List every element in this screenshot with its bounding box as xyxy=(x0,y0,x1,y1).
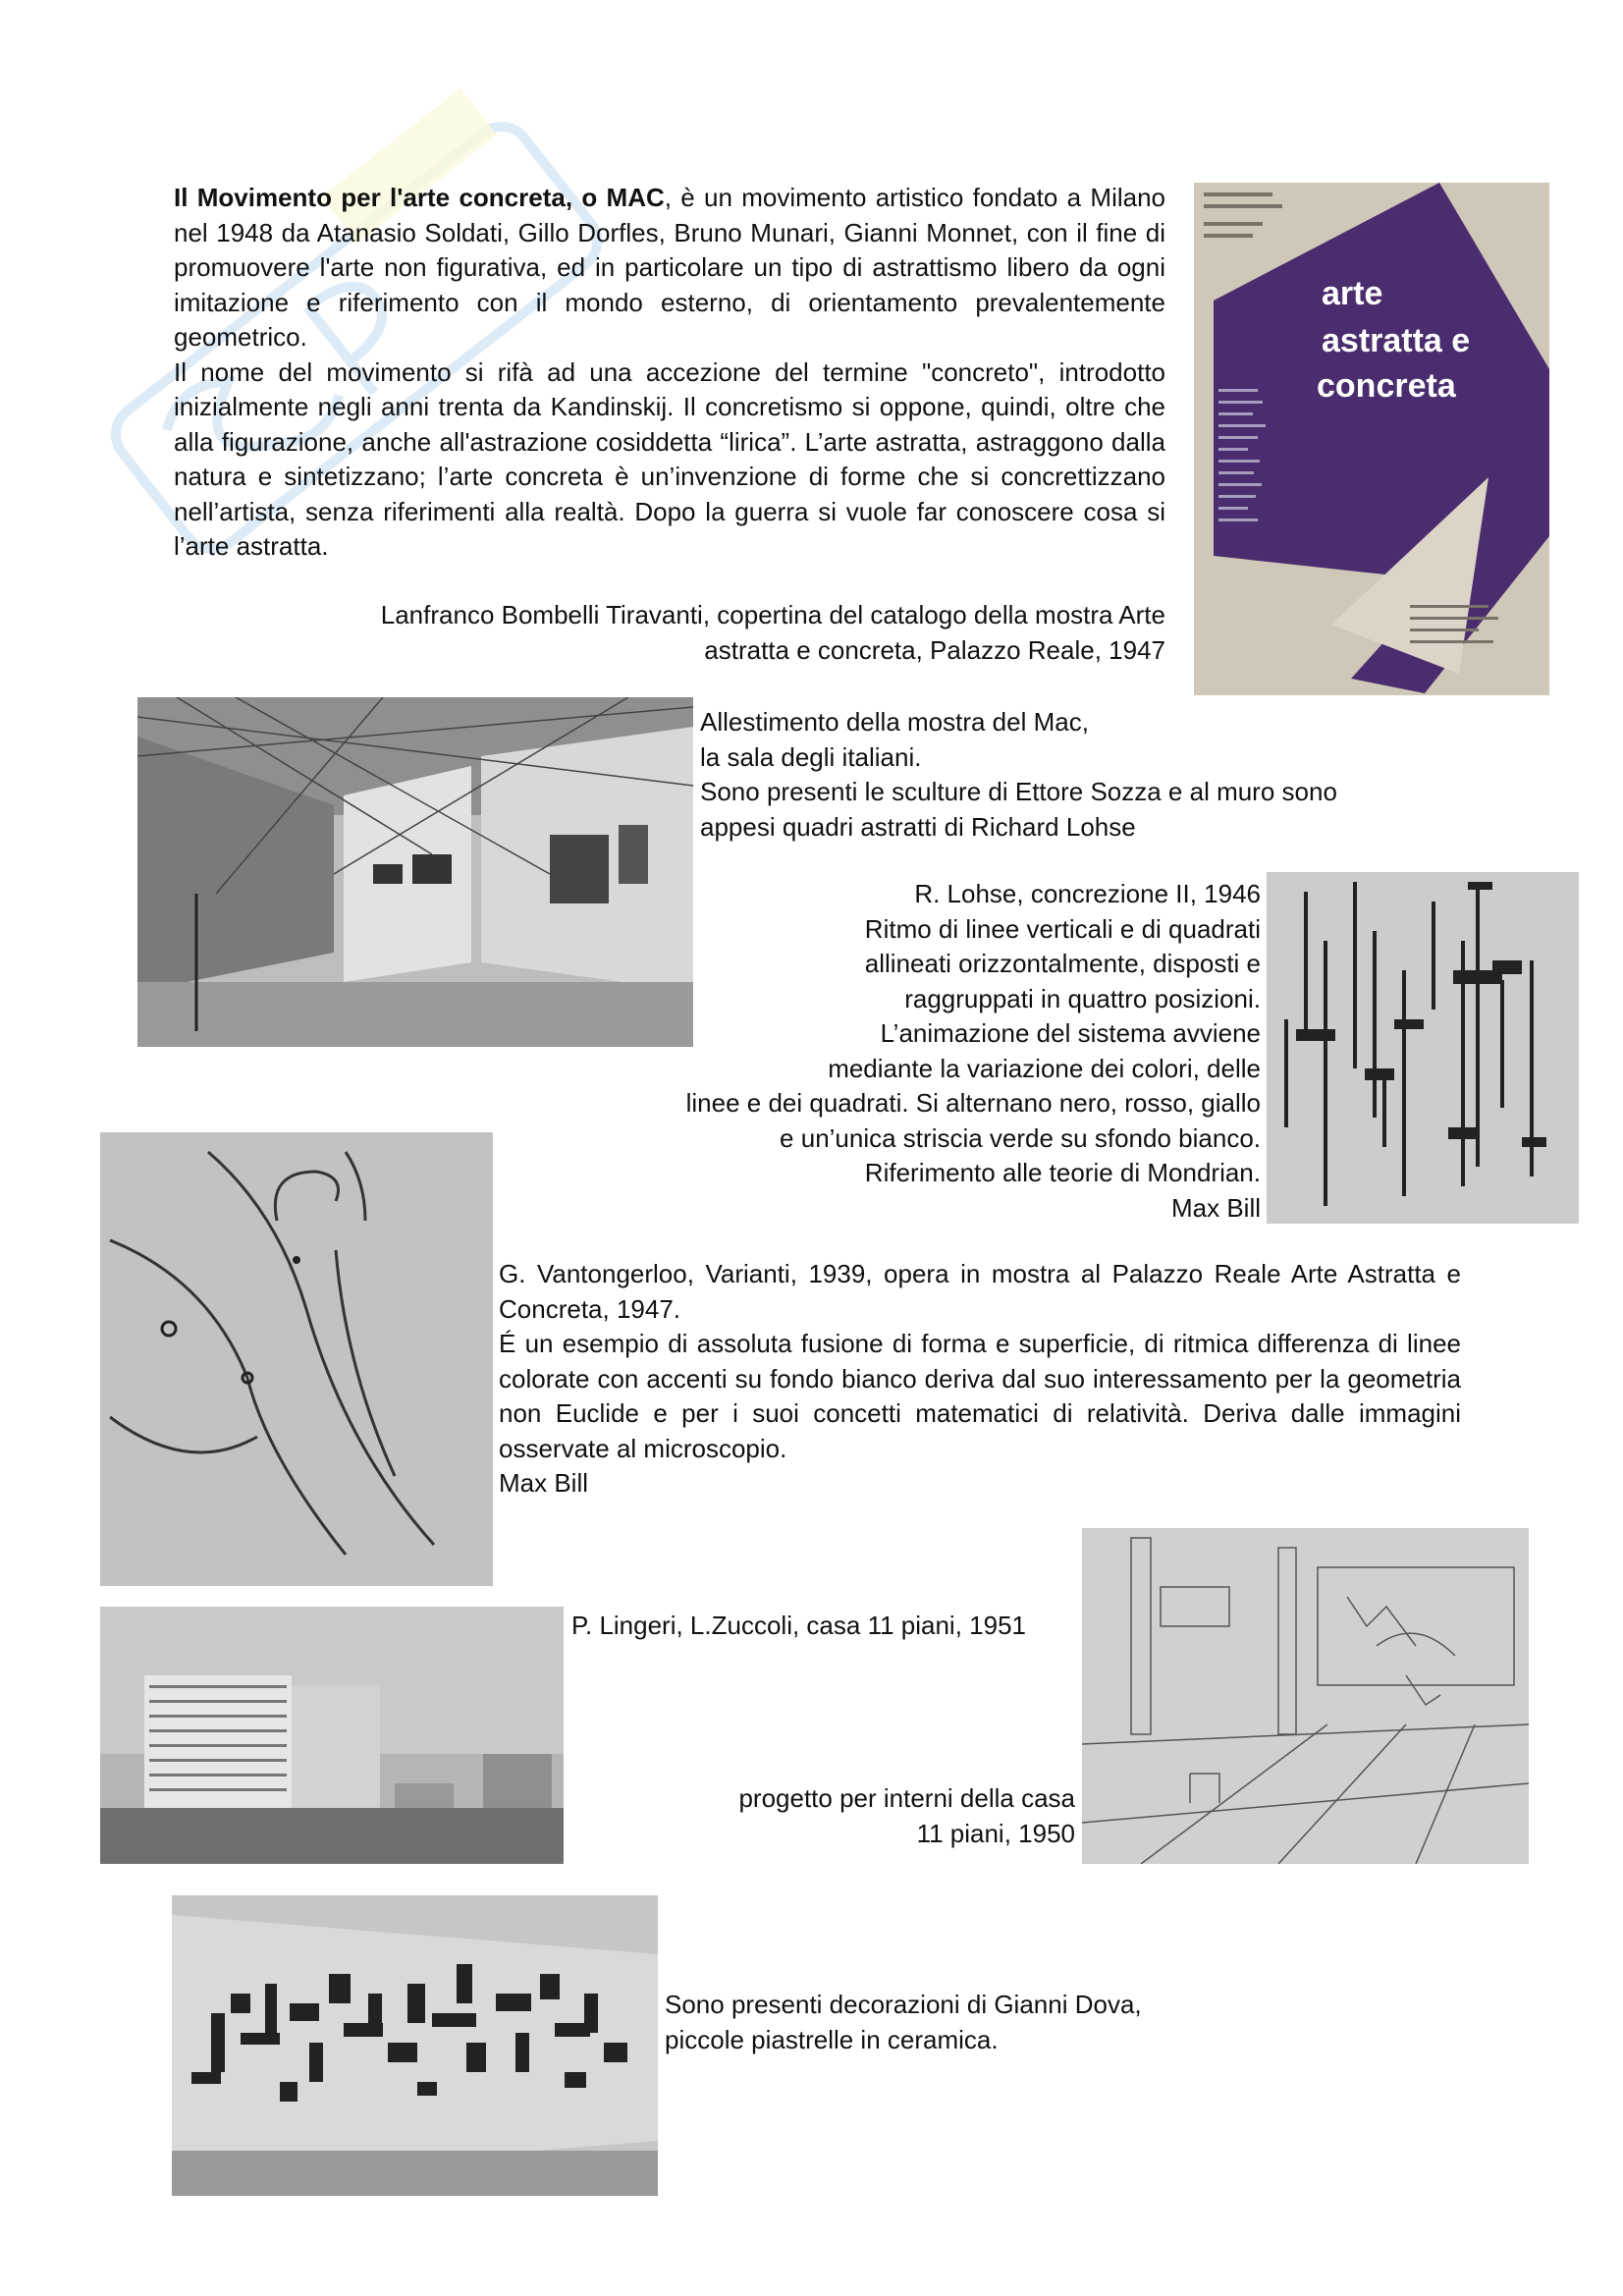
cover-title-line-2: astratta e xyxy=(1322,322,1471,359)
progetto-line: progetto per interni della casa xyxy=(738,1783,1075,1813)
vantongerloo-paragraph-1: G. Vantongerloo, Varianti, 1939, opera in mostra al Palazzo Reale Arte Astratta e Concreta, 1947. xyxy=(499,1259,1461,1324)
dova-line: Sono presenti decorazioni di Gianni Dova, xyxy=(665,1990,1142,2019)
vantongerloo-paragraph-2: É un esempio di assoluta fusione di forma e superficie, di ritmica differenza di linee colorate con accenti su fondo bianco deriva dal suo interessamento per la geometria non Euclide e per i suoi concetti matematici di relatività. Deriva dalle immagini osservate al microscopio. xyxy=(499,1329,1461,1463)
lohse-line: Max Bill xyxy=(1170,1192,1261,1223)
intro-paragraph-2: Il nome del movimento si rifà ad una accezione del termine "concreto", introdotto inizialmente negli anni trenta da Kandinskij. Il concretismo si oppone, quindi, oltre che alla figurazione, anche all'astrazione cosiddetta “lirica”. L’arte astratta, astraggono dalla natura e sintetizzano; l’arte concreta è un’invenzione di forme che si concrettizzano nell’artista, senza riferimenti alla realtà. Dopo la guerra si vuole far conoscere cosa si l’arte astratta. xyxy=(174,356,1165,561)
allestimento-line: la sala degli italiani. xyxy=(700,741,922,772)
lohse-line: L’animazione del sistema avviene xyxy=(880,1018,1261,1048)
cover-caption-line: Lanfranco Bombelli Tiravanti, copertina del catalogo della mostra Arte xyxy=(380,600,1165,629)
progetto-caption xyxy=(589,1781,1075,1851)
lohse-line: raggruppati in quattro posizioni. xyxy=(904,983,1261,1013)
cover-title-line-1: arte xyxy=(1322,275,1383,312)
lingeri-caption: P. Lingeri, L.Zuccoli, casa 11 piani, 1951 xyxy=(571,1611,1026,1640)
allestimento-caption xyxy=(700,705,1486,845)
cover-title-line-3: concreta xyxy=(1317,367,1456,405)
lohse-line: Riferimento alle teorie di Mondrian. xyxy=(864,1158,1261,1187)
progetto-line: 11 piani, 1950 xyxy=(916,1818,1075,1848)
dova-wall-photo xyxy=(172,1895,658,2196)
lohse-caption xyxy=(550,877,1261,1226)
lohse-line: e un’unica striscia verde su sfondo bianco. xyxy=(780,1122,1261,1153)
lohse-line: R. Lohse, concrezione II, 1946 xyxy=(914,879,1261,908)
cover-caption xyxy=(174,598,1165,668)
dova-caption xyxy=(665,1988,1450,2057)
lohse-painting xyxy=(1267,872,1579,1224)
intro-rest: , è un movimento artistico fondato a Milano nel 1948 da Atanasio Soldati, Gillo Dorfles, Bruno Munari, Gianni Monnet, con il fine di promuovere l'arte non figurativa, ed in particolare un tipo di astrattismo libero da ogni imitazione e riferimento con il mondo esterno, di orientamento prevalentemente geometrico. xyxy=(174,183,1165,352)
vantongerloo-paragraph-3: Max Bill xyxy=(499,1468,589,1498)
vantongerloo-caption xyxy=(499,1257,1461,1502)
intro-paragraph-1 xyxy=(174,181,1165,355)
allestimento-line: appesi quadri astratti di Richard Lohse xyxy=(700,811,1136,842)
lohse-line: allineati orizzontalmente, disposti e xyxy=(864,949,1261,978)
vantongerloo-painting xyxy=(100,1132,493,1586)
allestimento-line: Allestimento della mostra del Mac, xyxy=(700,707,1089,737)
catalog-cover-image xyxy=(1194,183,1549,695)
allestimento-line: Sono presenti le sculture di Ettore Sozza e al muro sono xyxy=(700,777,1337,806)
lohse-line: linee e dei quadrati. Si alternano nero, rosso, giallo xyxy=(685,1088,1261,1118)
casa-11-piani-photo xyxy=(100,1607,564,1864)
lohse-line: Ritmo di linee verticali e di quadrati xyxy=(864,913,1261,944)
intro-text xyxy=(174,181,1165,565)
cover-caption-line: astratta e concreta, Palazzo Reale, 1947 xyxy=(704,634,1165,665)
lohse-line: mediante la variazione dei colori, delle xyxy=(828,1053,1261,1083)
dova-line: piccole piastrelle in ceramica. xyxy=(665,2024,999,2054)
interior-project-drawing xyxy=(1082,1528,1529,1864)
intro-bold: Il Movimento per l'arte concreta, o MAC xyxy=(174,183,665,212)
